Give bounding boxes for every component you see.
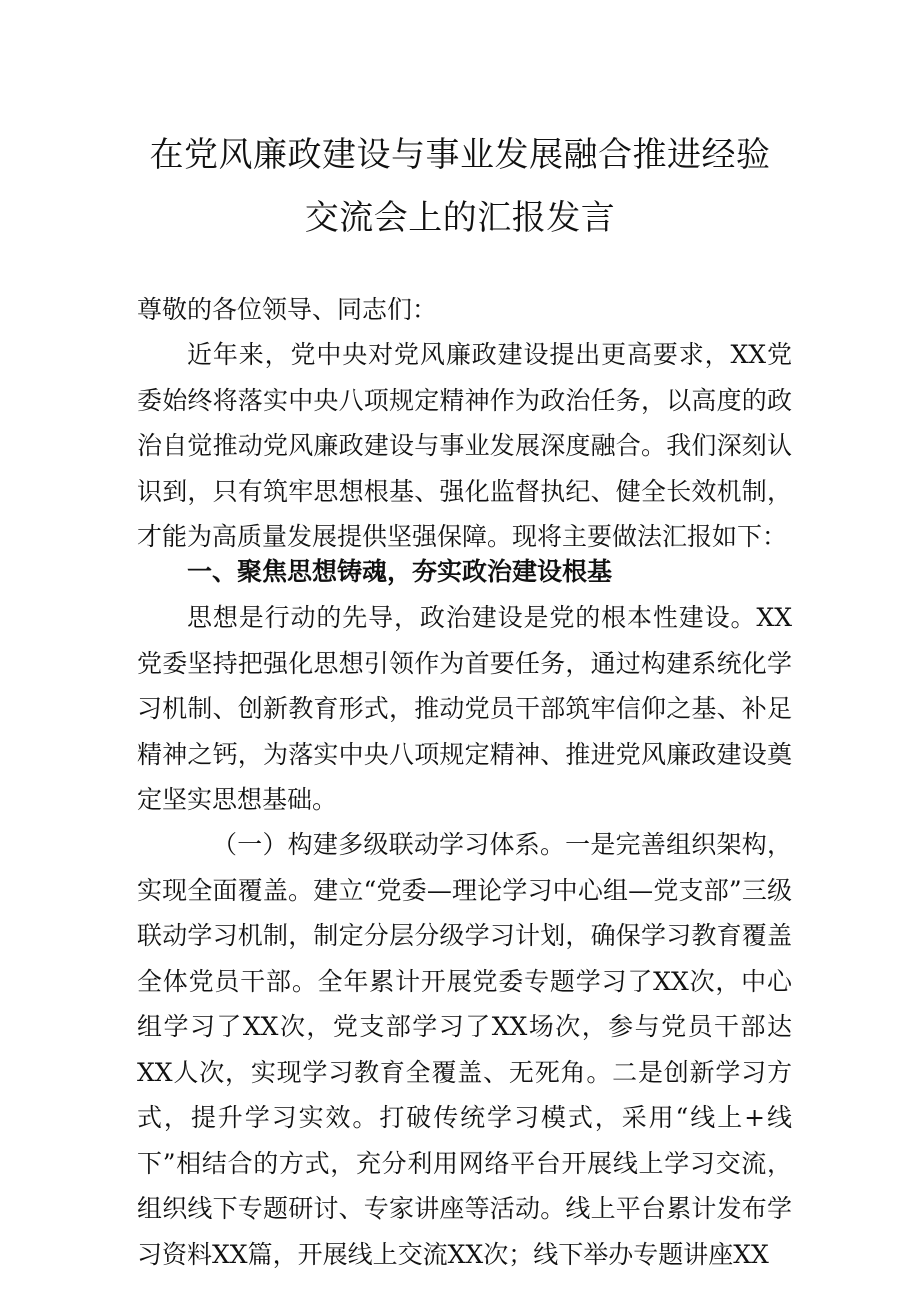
document-title-line-1: 在党风廉政建设与事业发展融合推进经验 [149,135,771,175]
intro-paragraph: 近年来，党中央对党风廉政建设提出更高要求，XX党委始终将落实中央八项规定精神作为政治任务，以高度的政治自觉推动党风廉政建设与事业发展深度融合。我们深刻认识到，只有筑牢思想根基、强化监督执纪、健全长效机制，才能为高质量发展提供坚强保障。现将主要做法汇报如下： [137,340,792,551]
section-1-heading: 一、聚焦思想铸魂，夯实政治建设根基 [187,557,613,586]
salutation: 尊敬的各位领导、同志们： [137,295,438,324]
subsection-1-paragraph: （一）构建多级联动学习体系。一是完善组织架构，实现全面覆盖。建立“党委—理论学习中心组—党支部”三级联动学习机制，制定分层分级学习计划，确保学习教育覆盖全体党员干部。全年累计开展党委专题学习了XX次，中心组学习了XX次，党支部学习了XX场次，参与党员干部达XX人次，实现学习教育全覆盖、无死角。二是创新学习方式，提升学习实效。打破传统学习模式，采用“线上+线下”相结合的方式，充分利用网络平台开展线上学习交流，组织线下专题研讨、专家讲座等活动。线上平台累计发布学习资料XX篇，开展线上交流XX次；线下举办专题讲座XX [137,830,792,1269]
section-1-paragraph: 思想是行动的先导，政治建设是党的根本性建设。XX党委坚持把强化思想引领作为首要任务，通过构建系统化学习机制、创新教育形式，推动党员干部筑牢信仰之基、补足精神之钙，为落实中央八项规定精神、推进党风廉政建设奠定坚实思想基础。 [137,603,792,814]
document-title-line-2: 交流会上的汇报发言 [304,198,616,238]
